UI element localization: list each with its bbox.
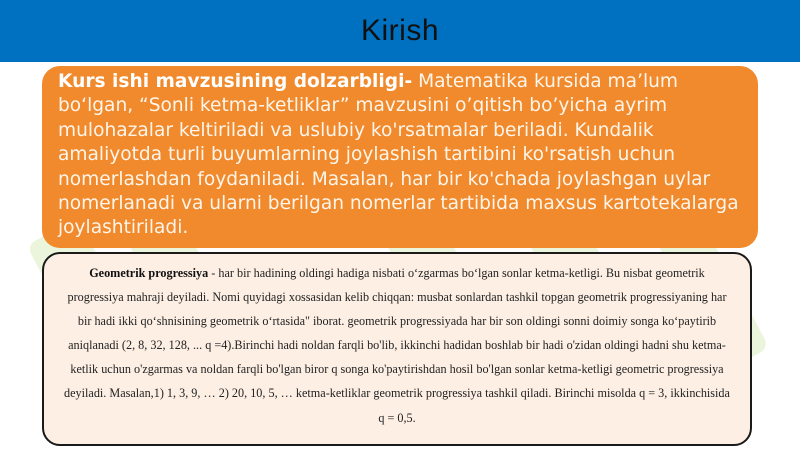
definition-term: Geometrik progressiya (89, 266, 209, 280)
definition-panel (42, 252, 752, 446)
intro-text: Matematika kursida ma’lum bo‘lgan, “Sonli ketma-ketliklar” mavzusini o’qitish bo’yicha ayrim mulohazalar keltiriladi va uslubiy ko'rsatmalar beriladi. Kundalik amaliyotda turli buyumlarning joylashish tartibini ko'rsatish uchun nomerlashdan foydaniladi. Masalan, har bir ko'chada joylashgan uylar nomerlanadi va ularni berilgan nomerlar tartibida maxsus kartotekalarga joylashtiriladi. (58, 71, 739, 239)
intro-heading: Kurs ishi mavzusining dolzarbligi- (58, 71, 413, 92)
title-bar (0, 0, 800, 62)
slide-title: Kirish (360, 14, 439, 47)
definition-text: - har bir hadining oldingi hadiga nisbati o‘zgarmas bo‘lgan sonlar ketma-ketligi. Bu nisbat geometrik progressiya mahraji deyiladi. Nomi quyidagi xossasidan kelib chiqqan: musbat sonlardan tashkil topgan geometrik progressiyaning har bir hadi ikki qo‘shnisining geometrik o‘rtasida" iborat. geometrik progressiyada har bir son oldingi sonni doimiy songa ko‘paytirib aniqlanadi (2, 8, 32, 128, ... q =4).Birinchi hadi noldan farqli bo'lib, ikkinchi hadidan boshlab bir hadi o'zidan oldingi hadni shu ketma-ketlik uchun o'zgarmas va noldan farqli bo'lgan biror q songa ko'paytirishdan hosil bo'lgan sonlar ketma-ketligi geometric progressiya deyiladi. Masalan,1) 1, 3, 9, … 2) 20, 10, 5, … ketma-ketliklar geometrik progressiya tashkil qiladi. Birinchi misolda q = 3, ikkinchisida q = 0,5. (64, 266, 730, 425)
intro-panel (42, 66, 758, 248)
